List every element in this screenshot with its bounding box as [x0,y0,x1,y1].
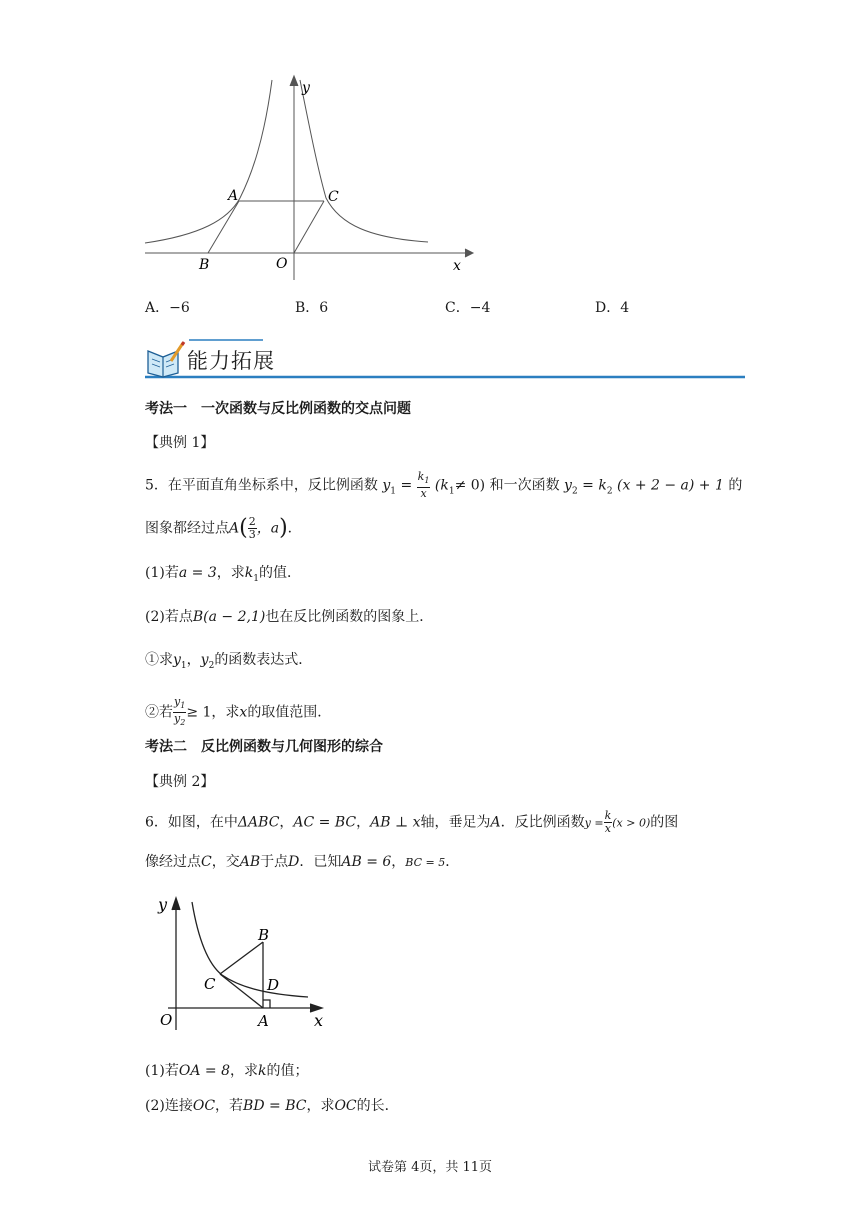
graph2-x-label: x [314,1011,324,1030]
section-banner [145,337,745,381]
example2-label: 【典例 2】 [145,774,215,790]
x-axis-label: x [453,258,461,274]
example1-label: 【典例 1】 [145,435,215,451]
graph2-point-D: D [267,976,280,994]
banner-title: 能力拓展 [187,349,275,373]
section2-title: 考法二 反比例函数与几何图形的综合 [145,739,383,755]
point-B-label: B [199,257,210,273]
section1-title: 考法一 一次函数与反比例函数的交点问题 [145,401,411,417]
origin-label: O [276,256,288,272]
graph2-point-A: A [258,1012,269,1030]
option-c[interactable]: C．−4 [445,300,491,316]
point-A-label: A [228,188,239,204]
graph2-point-B: B [258,926,270,944]
question-5-sub1: ①求$y_1$，$y_2$的函数表达式． [145,652,313,671]
hyperbola-graph-1 [140,70,480,280]
question-5-part2: (2)若点B(a − 2,1)也在反比例函数的图象上． [145,609,434,625]
question-6-line1: 6．如图，在中ΔABC，AC = BC，AB ⊥ x轴，垂足为A．反比例函数y = $\frac{k}{x}$ (x > 0)的图 [145,809,679,835]
triangle-hyperbola-graph [150,890,340,1032]
graph2-origin: O [160,1011,173,1029]
question-5-sub2: ②若 $\frac{y_1}{y_2}$ ≥ 1，求x的取值范围． [145,695,332,728]
question-6-part1: (1)若OA = 8，求k的值； [145,1063,309,1079]
option-a[interactable]: A．−6 [145,300,190,316]
question-6-part2: (2)连接OC，若BD = BC，求OC的长． [145,1098,399,1114]
option-d[interactable]: D．4 [595,300,630,316]
page-footer: 试卷第 4页，共 11页 [367,1160,493,1175]
question-5-part1: (1)若a = 3，求$k_1$的值． [145,565,301,584]
question-5-line2: 图象都经过点A( $\frac{2}{3}$ ，a)． [145,515,302,541]
y-axis-label: y [302,80,310,96]
graph2-point-C: C [204,975,216,993]
graph2-y-label: y [158,895,168,914]
question-6-line2: 像经过点C，交AB于点D．已知AB = 6，BC = 5． [145,854,460,870]
option-b[interactable]: B．6 [295,300,329,316]
question-5-line1: 5．在平面直角坐标系中，反比例函数 $y_1$ = $\frac{k_1}{x}$ $(k_1\ne 0)$ 和一次函数 $y_2 = k_2$ (x + 2 − a) + 1 的 [145,470,743,501]
point-C-label: C [328,189,339,205]
